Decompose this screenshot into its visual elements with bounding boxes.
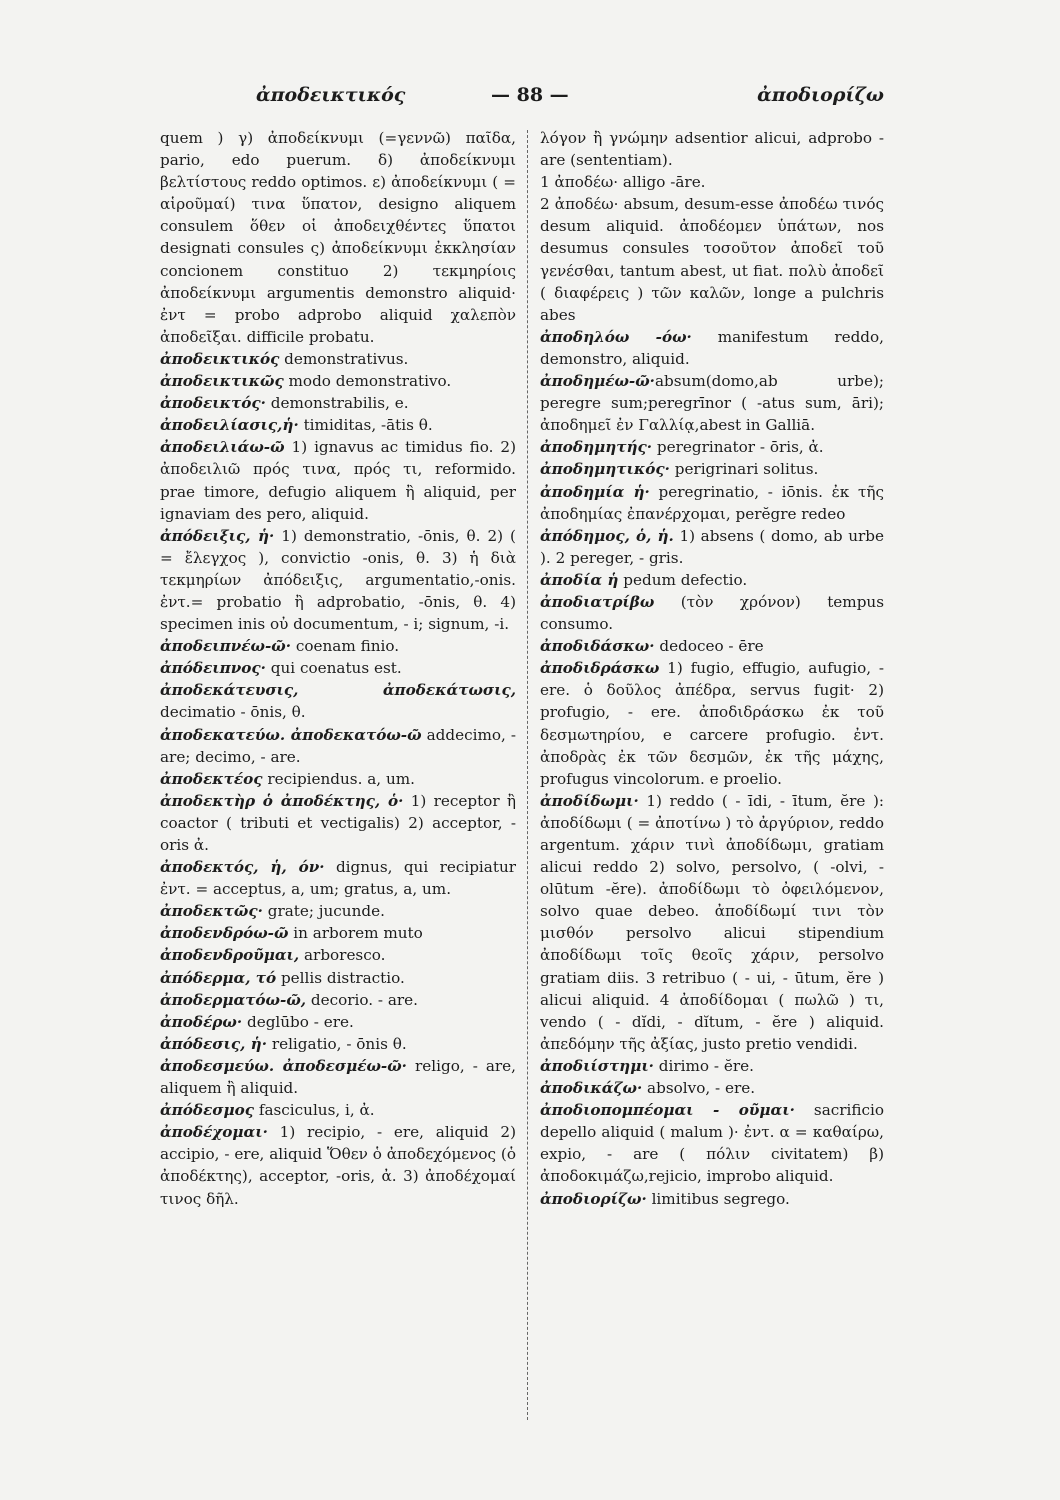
entry-definition: recipiendus. a, um. — [262, 769, 415, 788]
entry-definition: demonstrativus. — [279, 349, 409, 368]
entry-headword: ἀποδικάζω· — [540, 1079, 643, 1098]
dictionary-entry — [540, 458, 884, 480]
dictionary-entry — [160, 724, 516, 768]
entry-definition: timiditas, -ātis θ. — [298, 416, 433, 435]
entry-headword: ἀποδέρω· — [160, 1012, 243, 1031]
right-column — [540, 127, 884, 1447]
dictionary-entry — [540, 127, 884, 171]
entry-headword: ἀποδιδράσκω — [540, 659, 660, 678]
dictionary-entry — [540, 591, 884, 635]
entry-headword: ἀποδεκτὴρ ὁ ἀποδέκτης, ὁ· — [160, 791, 404, 810]
dictionary-entry — [160, 856, 516, 900]
entry-definition: peregrinator - ōris, ἀ. — [652, 438, 824, 457]
dictionary-entry — [160, 436, 516, 524]
dictionary-entry — [160, 922, 516, 944]
column-divider — [527, 130, 528, 1420]
entry-definition: 1) reddo ( - īdi, - ītum, ĕre ): ἀποδίδωμι ( = ἀποτίνω ) τὸ ἀργύριον, reddo argentum. χάριν τινὶ ἀποδίδωμι, gratiam alicui reddo 2) solvo, persolvo, ( -olvi, - olūtum -ĕre). ἀποδίδωμι τὸ ὀφειλόμενον, solvo quae debeo. ἀποδίδωμί τινι τὸν μισθόν persolvo alicui stipendium ἀποδίδωμι τοῖς θεοῖς χάριν, persolvo gratiam diis. 3 retribuo ( - ui, - ūtum, ĕre ) alicui aliquid. 4 ἀποδίδομαι ( πωλῶ ) τι, vendo ( - dĭdi, - dĭtum, - ĕre ) aliquid. ἀπεδόμην τῆς ἀξίας, justo pretio vendidi. — [540, 791, 884, 1053]
dictionary-entry — [540, 171, 884, 193]
dictionary-entry — [160, 348, 516, 370]
entry-headword: ἀποδεικτικός — [160, 349, 280, 368]
dictionary-entry — [540, 1055, 884, 1077]
entry-definition: limitibus segrego. — [646, 1189, 790, 1208]
entry-definition: in arborem muto — [288, 924, 423, 943]
dictionary-entry — [160, 127, 516, 348]
entry-headword: ἀποδιίστημι· — [540, 1056, 654, 1075]
entry-definition: modo demonstrativo. — [283, 372, 452, 391]
entry-headword: ἀποδιορίζω· — [540, 1189, 647, 1208]
entry-headword: ἀποδιδάσκω· — [540, 637, 655, 656]
entry-definition: 1) absens ( domo, ab urbe ). 2 pereger, - gris. — [540, 526, 884, 567]
entry-definition: 1 ἀποδέω· alligo -āre. — [540, 173, 706, 192]
entry-headword: ἀπόδεσις, ἡ· — [160, 1034, 267, 1053]
entry-headword: ἀποδημέω-ῶ· — [540, 372, 655, 391]
dictionary-entry — [540, 1099, 884, 1187]
entry-headword: ἀπόδερμα, τό — [160, 968, 277, 987]
entry-headword: ἀποδεκάτευσις, ἀποδεκάτωσις, — [160, 681, 516, 700]
entry-headword: ἀποδεκτῶς· — [160, 902, 263, 921]
entry-headword: ἀποδειπνέω-ῶ· — [160, 637, 292, 656]
entry-definition: manifestum reddo, demonstro, aliquid. — [540, 327, 884, 368]
entry-headword: ἀποδεκατεύω. ἀποδεκατόω-ῶ — [160, 725, 422, 744]
dictionary-entry — [160, 768, 516, 790]
dictionary-entry — [540, 481, 884, 525]
dictionary-entry — [160, 989, 516, 1011]
entry-headword: ἀπόδεσμος — [160, 1101, 254, 1120]
entry-headword: ἀποδιοπομπέομαι - οῦμαι· — [540, 1101, 795, 1120]
entry-headword: ἀποδεκτέος — [160, 769, 263, 788]
entry-headword: ἀποδειλίασις,ἡ· — [160, 416, 299, 435]
page-number: — 88 — — [491, 84, 569, 106]
entry-definition: fasciculus, i, ἀ. — [254, 1101, 375, 1120]
entry-definition: perigrinari solitus. — [669, 460, 819, 479]
dictionary-entry — [160, 944, 516, 966]
entry-definition: sacrificio depello aliquid ( malum )· ἐντ. α = καθαίρω, expio, - are ( πόλιν civitatem) β) ἀποδοκιμάζω,rejicio, improbo aliquid. — [540, 1101, 884, 1186]
dictionary-entry — [540, 569, 884, 591]
entry-headword: ἀποδειλιάω-ῶ — [160, 438, 285, 457]
entry-headword: ἀποδεσμεύω. ἀποδεσμέω-ῶ· — [160, 1056, 407, 1075]
entry-definition: peregrinatio, - iōnis. ἐκ τῆς ἀποδημίας ἐπανέρχομαι, perĕgre redeo — [540, 482, 884, 523]
entry-definition: pedum defectio. — [618, 570, 748, 589]
entry-definition: 1) fugio, effugio, aufugio, - ere. ὁ δοῦλος ἀπέδρα, servus fugit· 2) profugio, - ere. ἀποδιδράσκω ἐκ τοῦ δεσμωτηρίου, e carcere profugio. ἐντ. ἀποδρὰς ἐκ τῶν δεσμῶν, ἐκ τῆς μάχης, profugus vincolorum. e proelio. — [540, 659, 884, 788]
left-column — [160, 127, 516, 1447]
entry-headword: ἀποδεικτικῶς — [160, 372, 284, 391]
dictionary-entry — [540, 657, 884, 790]
dictionary-entry — [160, 1055, 516, 1099]
entry-definition: absum(domo,ab urbe); peregre sum;peregrīnor ( -atus sum, āri); ἀποδημεῖ ἐν Γαλλίᾳ,abest in Galliā. — [540, 372, 884, 435]
entry-definition: decimatio - ōnis, θ. — [160, 703, 306, 722]
entry-definition: dedoceo - ēre — [654, 637, 764, 656]
dictionary-entry — [160, 1011, 516, 1033]
entry-headword: ἀποδέχομαι· — [160, 1123, 268, 1142]
dictionary-entry — [160, 414, 516, 436]
entry-headword: ἀποδενδροῦμαι, — [160, 946, 300, 965]
dictionary-entry — [160, 392, 516, 414]
entry-headword: ἀποδερματόω-ῶ, — [160, 990, 307, 1009]
dictionary-entry — [540, 790, 884, 1055]
dictionary-entry — [160, 525, 516, 635]
header-right-guide-word: ἀποδιορίζω — [757, 84, 884, 106]
entry-definition: dignus, qui recipiatur ἐντ. = acceptus, a, um; gratus, a, um. — [160, 858, 516, 899]
dictionary-entry — [540, 326, 884, 370]
header-left-guide-word: ἀποδεικτικός — [256, 84, 406, 106]
dictionary-entry — [540, 635, 884, 657]
entry-definition: pellis distractio. — [276, 968, 405, 987]
entry-definition: demonstrabilis, e. — [265, 394, 409, 413]
entry-definition: (τὸν χρόνον) tempus consumo. — [540, 592, 884, 634]
entry-definition: 1) recipio, - ere, aliquid 2) accipio, - ere, aliquid Ὅθεν ὁ ἀποδεχόμενος (ὁ ἀποδέκτης), acceptor, -oris, ἀ. 3) ἀποδέχομαί τινος δῆλ. — [160, 1123, 516, 1208]
dictionary-entry — [540, 193, 884, 326]
entry-headword: ἀπόδημος, ὁ, ἡ. — [540, 526, 674, 545]
entry-definition: grate; jucunde. — [262, 902, 385, 921]
dictionary-entry — [160, 370, 516, 392]
entry-headword: ἀποδηλόω -όω· — [540, 327, 692, 346]
entry-headword: ἀποδεικτός· — [160, 394, 266, 413]
entry-headword: ἀποδιατρίβω — [540, 592, 655, 611]
entry-definition: religatio, - ōnis θ. — [267, 1034, 407, 1053]
entry-definition: absolvo, - ere. — [642, 1079, 756, 1098]
entry-definition: addecimo, -are; decimo, - are. — [160, 725, 516, 766]
entry-definition: arboresco. — [299, 946, 386, 965]
entry-definition: 1) receptor ἢ coactor ( tributi et vectigalis) 2) acceptor, - oris ἀ. — [160, 791, 516, 854]
entry-definition: λόγον ἢ γνώμην adsentior alicui, adprobo - are (sententiam). — [540, 129, 884, 170]
entry-definition: 1) ignavus ac timidus fio. 2) ἀποδειλιῶ πρός τινα, πρός τι, reformido. prae timore, defugio aliquem ἢ aliquid, per ignaviam des pero, aliquid. — [160, 438, 516, 523]
dictionary-entry — [540, 436, 884, 458]
entry-definition: deglūbo - ere. — [242, 1012, 354, 1031]
entry-definition: 2 ἀποδέω· absum, desum-esse ἀποδέω τινός desum aliquid. ἀποδέομεν ὑπάτων, nos desumus consules τοσοῦτον ἀποδεῖ τοῦ γενέσθαι, tantum abest, ut fiat. πολὺ ἀποδεῖ ( διαφέρεις ) τῶν καλῶν, longe a pulchris abes — [540, 195, 884, 324]
dictionary-entry — [160, 1099, 516, 1121]
entry-headword: ἀποδενδρόω-ῶ — [160, 924, 289, 943]
entry-headword: ἀποδημητικός· — [540, 460, 670, 479]
dictionary-entry — [160, 790, 516, 856]
entry-headword: ἀποδημητής· — [540, 438, 653, 457]
dictionary-entry — [160, 1121, 516, 1209]
entry-definition: decorio. - are. — [306, 990, 418, 1009]
page-header — [256, 84, 884, 114]
entry-headword: ἀποδεκτός, ἡ, όν· — [160, 858, 325, 877]
entry-headword: ἀποδίδωμι· — [540, 791, 639, 810]
dictionary-entry — [160, 1033, 516, 1055]
entry-definition: coenam finio. — [291, 637, 400, 656]
dictionary-entry — [540, 370, 884, 436]
dictionary-entry — [160, 635, 516, 657]
dictionary-entry — [160, 900, 516, 922]
entry-headword: ἀποδία ἡ — [540, 570, 619, 589]
dictionary-entry — [160, 967, 516, 989]
dictionary-entry — [540, 525, 884, 569]
dictionary-entry — [160, 679, 516, 723]
entry-definition: qui coenatus est. — [265, 659, 402, 678]
entry-headword: ἀπόδειξις, ἡ· — [160, 526, 275, 545]
entry-definition: 1) demonstratio, -ōnis, θ. 2) ( = ἔλεγχος ), convictio -onis, θ. 3) ἡ διὰ τεκμηρίων ἀπόδειξις, argumentatio,-onis. ἐντ.= probatio ἢ adprobatio, -ōnis, θ. 4) specimen inis οὐ documentum, - i; signum, -i. — [160, 526, 516, 634]
entry-definition: dirimo - ĕre. — [653, 1056, 754, 1075]
entry-headword: ἀποδημία ἡ· — [540, 482, 650, 501]
entry-definition: religo, - are, aliquem ἢ aliquid. — [160, 1056, 516, 1098]
entry-definition: quem ) γ) ἀποδείκνυμι (=γεννῶ) παῖδα, pario, edo puerum. δ) ἀποδείκνυμι βελτίστους reddo optimos. ε) ἀποδείκνυμι ( = αἱροῦμαί) τινα ὕπατον, designo aliquem consulem ὅθεν οἱ ἀποδειχθέντες ὕπατοι designati consules ς) ἀποδείκνυμι ἐκκλησίαν concionem constituo 2) τεκμηρίοις ἀποδείκνυμι argumentis demonstro aliquid· ἐντ = probo adprobo aliquid χαλεπὸν ἀποδεῖξαι. difficile probatu. — [160, 129, 516, 346]
dictionary-entry — [540, 1077, 884, 1099]
dictionary-entry — [160, 657, 516, 679]
dictionary-entry — [540, 1188, 884, 1210]
entry-headword: ἀπόδειπνος· — [160, 659, 266, 678]
